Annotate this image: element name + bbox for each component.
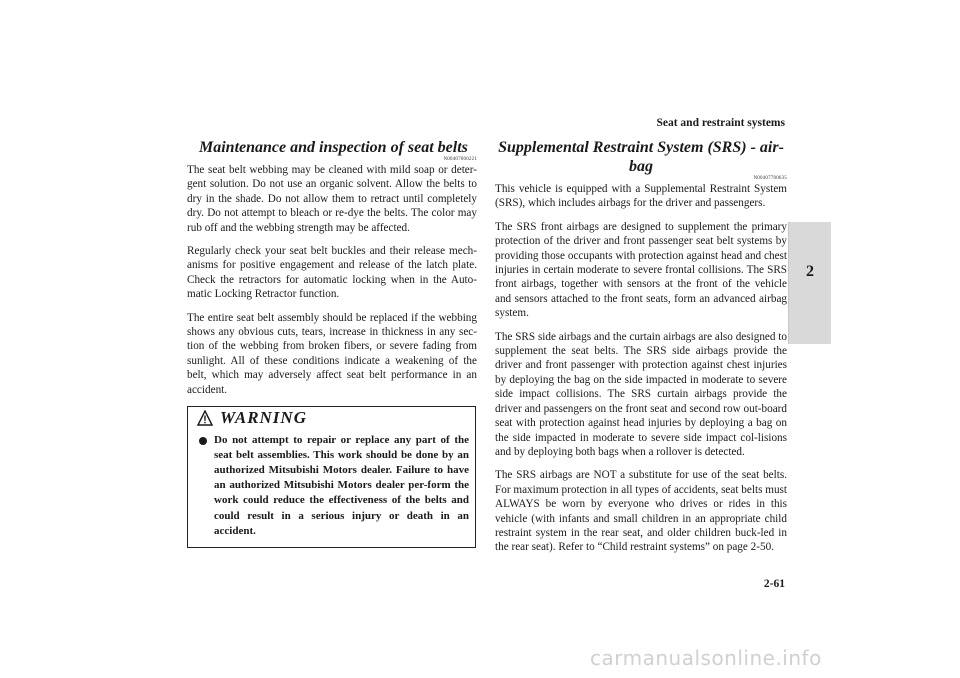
bullet-icon [199,437,207,445]
paragraph: The SRS side airbags and the curtain airbags are also designed to supplement the seat belts. The SRS side airbags provide the driver and front passenger with protection against chest injuries by deploying the bag on the side impacted in moderate to severe side impact collisions. The SRS curtain airbags provide the driver and passengers on the front seat and second row out-board seat with protection against head injuries by deploying a bag on the side impacted in moderate to severe side impact col-lisions and by deploying both bags when a rollover is detected. [495,330,787,458]
paragraph: The SRS front airbags are designed to supplement the primary protection of the driver and front passenger seat belt systems by providing those occupants with protection against head and chest injuries in certain moderate to severe frontal collisions. The SRS front airbags, together with sensors at the front of the vehicle and sensors attached to the front seats, form an advanced airbag system. [495,220,787,320]
seat-belt-maintenance-heading: Maintenance and inspection of seat belts [199,139,468,156]
paragraph: This vehicle is equipped with a Supplemental Restraint System (SRS), which includes airbags for the driver and passengers. [495,183,787,210]
warning-header [188,407,475,431]
warning-text-block [188,431,475,547]
chapter-number: 2 [806,263,814,280]
section-code: N00407000221 [443,157,477,162]
paragraph: The seat belt webbing may be cleaned with mild soap or deter-gent solution. Do not use an organic solvent. Allow the belts to dry in the shade. Do not allow them to retract until completely dry. Do not attempt to bleach or re-dye the belts. The color may rub off and the webbing strength may be affected. [187,164,477,234]
paragraph: Regularly check your seat belt buckles and their release mech-anisms for positive engagement and release of the latch plate. Check the retractors for automatic locking when in the Auto-matic Locking Retractor function. [187,245,477,301]
srs-airbag-heading: Supplemental Restraint System (SRS) - air-bag [498,139,784,175]
warning-text: Do not attempt to repair or replace any part of the seat belt assemblies. This work should be done by an authorized Mitsubishi Motors dealer. Failure to have an authorized Mitsubishi Motors dealer per-form the work could reduce the effectiveness of the belts and could result in a serious injury or death in an accident. [214,434,469,537]
paragraph: The SRS airbags are NOT a substitute for use of the seat belts. For maximum protection in all types of accidents, seat belts must ALWAYS be worn by everyone who drives or rides in this vehicle (with infants and small children in an appropriate child restraint system in the rear seat, and older children buck-led in the rear seat). Refer to “Child restraint systems” on page 2-50. [495,469,787,554]
chapter-tab [788,222,831,344]
page-number: 2-61 [763,578,785,590]
watermark: carmanualsonline.info [590,646,822,670]
section-header-title: Seat and restraint systems [656,117,785,129]
warning-box [187,406,476,548]
section-code: N00407700635 [753,176,787,181]
warning-triangle-icon [197,410,213,426]
right-column [495,138,787,564]
paragraph: The entire seat belt assembly should be replaced if the webbing shows any obvious cuts, tears, increase in thickness in any sec-tion of the webbing from broken fibers, or severe fading from sunlight. All of these conditions indicate a weakening of the belt, which may adversely affect seat belt performance in an accident. [187,311,477,396]
warning-title: WARNING [220,408,307,428]
left-column [187,138,477,548]
